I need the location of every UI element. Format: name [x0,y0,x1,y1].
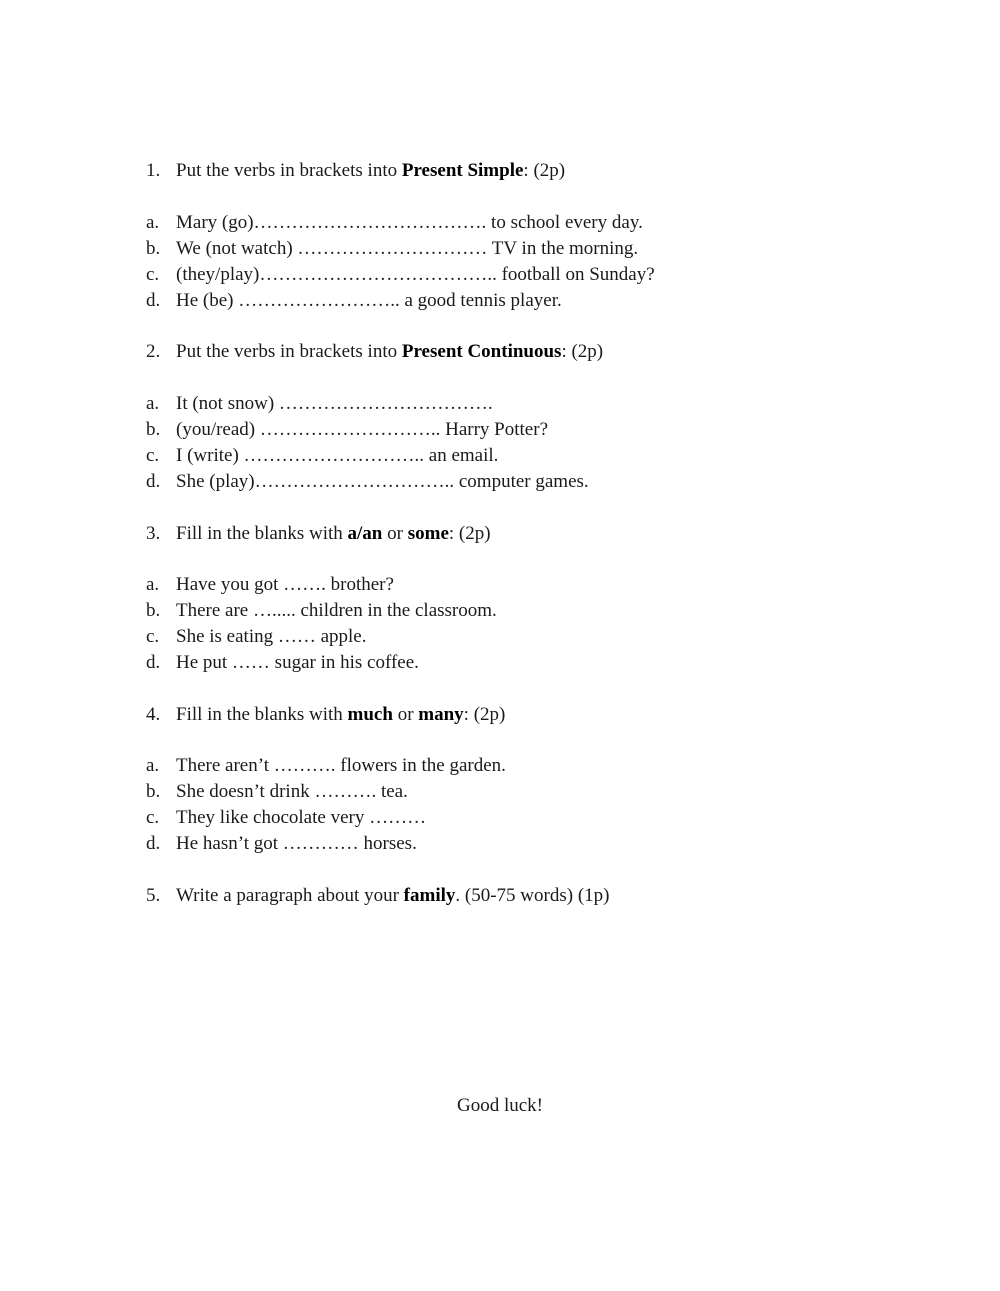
section-3-heading [146,522,491,546]
question-2c [146,444,498,468]
question-2a [146,392,493,416]
item-marker: c. [146,445,160,466]
question-1b [146,237,638,261]
question-3b [146,599,497,623]
question-2d [146,470,589,494]
heading-points: : (2p) [448,523,491,544]
item-marker: d. [146,833,161,854]
section-number: 5. [146,885,161,906]
section-number: 2. [146,341,161,362]
item-text: I (write) ……………………….. an email. [176,445,499,466]
question-4a [146,754,506,778]
question-2b [146,418,548,442]
question-4d [146,832,417,856]
question-3d [146,651,419,675]
item-marker: d. [146,471,161,492]
item-text: There are …..... children in the classroom. [176,600,497,621]
item-text: He put …… sugar in his coffee. [176,652,419,673]
section-number: 3. [146,523,161,544]
heading-points: : (2p) [463,704,506,725]
item-text: There aren’t ………. flowers in the garden. [176,755,506,776]
heading-bold: a/an [347,523,383,544]
item-text: It (not snow) ……………………………. [176,393,493,414]
question-1c [146,263,655,287]
heading-text: Fill in the blanks with [176,523,348,544]
heading-bold: much [347,704,393,725]
heading-text: or [392,704,419,725]
item-marker: a. [146,393,160,414]
item-text: He (be) …………………….. a good tennis player. [176,290,562,311]
item-text: They like chocolate very ……… [176,807,427,828]
question-4b [146,780,408,804]
item-text: She doesn’t drink ………. tea. [176,781,408,802]
item-text: She (play)………………………….. computer games. [176,471,589,492]
heading-bold: family [403,885,456,906]
heading-points: . (50-75 words) (1p) [455,885,610,906]
item-marker: c. [146,264,160,285]
heading-points: : (2p) [523,160,566,181]
item-marker: b. [146,238,161,259]
item-text: (they/play)……………………………….. football on Sunday? [176,264,655,285]
question-3c [146,625,367,649]
item-marker: d. [146,652,161,673]
item-marker: d. [146,290,161,311]
heading-bold: Present Simple [401,160,524,181]
heading-text: Fill in the blanks with [176,704,348,725]
item-text: (you/read) ……………………….. Harry Potter? [176,419,549,440]
item-text: We (not watch) ………………………… TV in the morning. [176,238,639,259]
item-text: He hasn’t got ………… horses. [176,833,417,854]
section-2-heading [146,340,603,364]
heading-text: Write a paragraph about your [176,885,404,906]
heading-bold: some [407,523,449,544]
item-marker: a. [146,212,160,233]
item-marker: b. [146,781,161,802]
heading-points: : (2p) [561,341,604,362]
question-1d [146,289,562,313]
item-marker: b. [146,419,161,440]
question-4c [146,806,426,830]
question-3a [146,573,394,597]
heading-text: Put the verbs in brackets into [176,160,402,181]
section-4-heading [146,703,505,727]
section-5-heading [146,884,609,908]
item-text: Have you got ……. brother? [176,574,394,595]
item-marker: b. [146,600,161,621]
heading-text: or [382,523,408,544]
heading-bold: many [418,704,464,725]
item-text: Mary (go)………………………………. to school every day. [176,212,643,233]
item-marker: c. [146,626,160,647]
closing-message: Good luck! [456,1095,543,1116]
heading-bold: Present Continuous [401,341,562,362]
heading-text: Put the verbs in brackets into [176,341,402,362]
section-1-heading [146,159,565,183]
item-marker: a. [146,755,160,776]
item-text: She is eating …… apple. [176,626,367,647]
section-number: 4. [146,704,161,725]
item-marker: c. [146,807,160,828]
question-1a [146,211,643,235]
item-marker: a. [146,574,160,595]
section-number: 1. [146,160,161,181]
